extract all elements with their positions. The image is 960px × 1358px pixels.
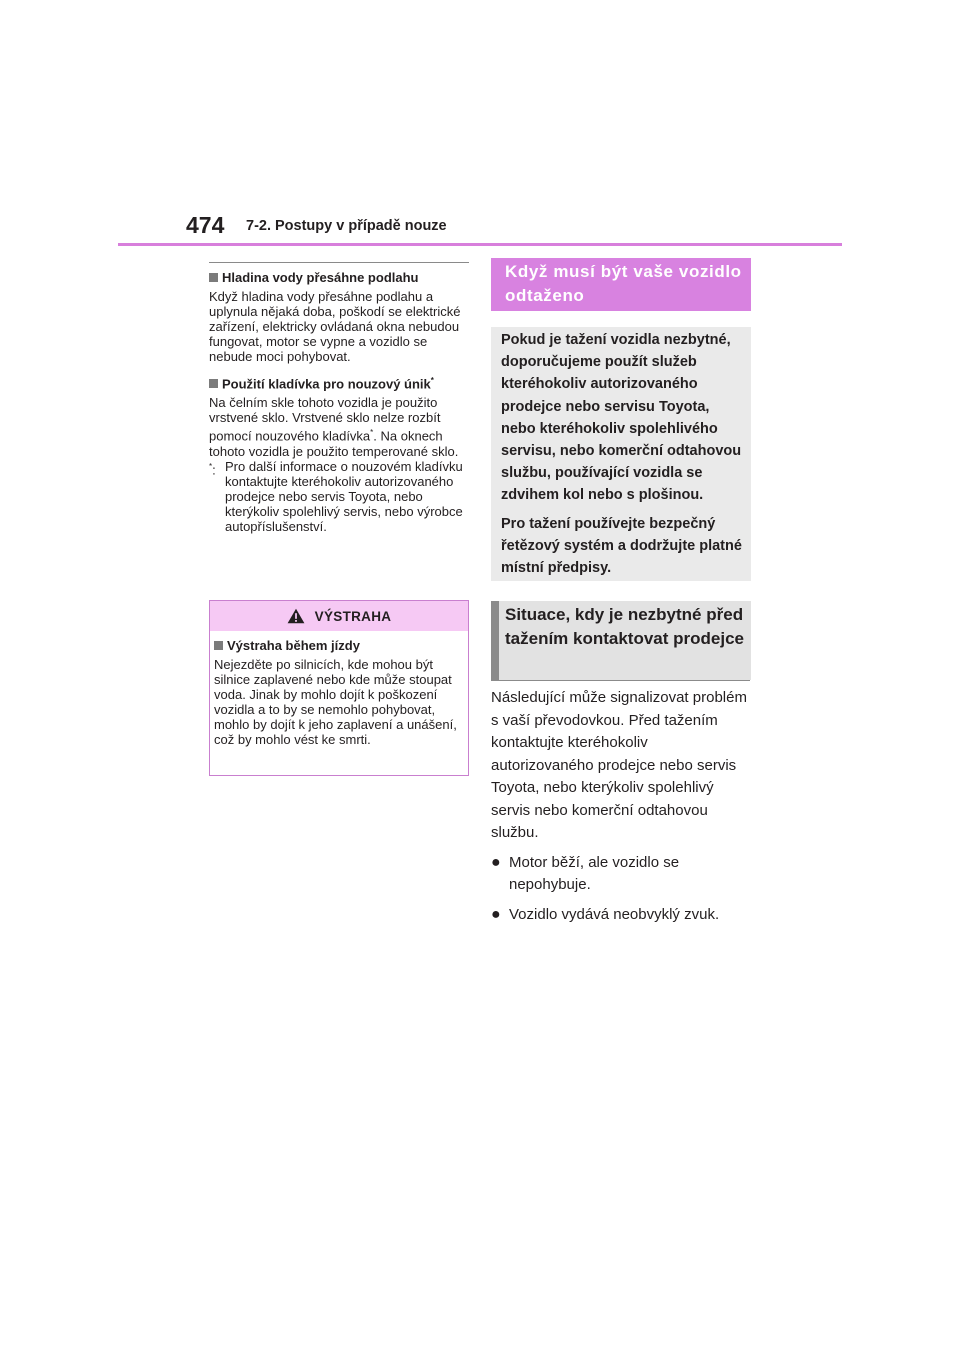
bullet-dot-icon: ● — [491, 853, 501, 871]
hammer-heading — [209, 372, 469, 392]
towing-info-box — [491, 327, 751, 581]
left-column — [209, 262, 469, 534]
footnote-label — [209, 459, 225, 534]
warning-text: Nejezděte po silnicích, kde mohou být silnice zaplavené nebo kde může stoupat voda. Jinak by mohlo dojít k poškození vozidla a to by se nemohlo pohybovat, mohlo by dojít k jeho zaplavení a unášení, což by mohlo vést ke smrti. — [214, 657, 457, 747]
warning-title: VÝSTRAHA — [314, 608, 392, 624]
list-item-text: Motor běží, ale vozidlo se nepohybuje. — [509, 853, 680, 893]
situation-intro: Následující může signalizovat problém s vaší převodovkou. Před tažením kontaktujte kteréhokoliv autorizovaného prodejce nebo servis Toyota, nebo kterýkoliv spolehlivý servis nebo komerční odtahovou službu. — [491, 689, 747, 841]
footnote-text: Pro další informace o nouzovém kladívku kontaktujte kteréhokoliv autorizovaného prodejce nebo servis Toyota, nebo kterýkoliv spolehlivý servis, nebo výrobce autopříslušenství. — [225, 458, 463, 534]
situation-divider — [491, 680, 750, 681]
footnote-colon: : — [212, 461, 216, 477]
towing-paragraph-1: Pokud je tažení vozidla nezbytné, doporučujeme použít služeb kteréhokoliv autorizovaného prodejce nebo servisu Toyota, nebo kteréhokoliv spolehlivého servisu, nebo komerční odtahovou službu, používající vozidla se zdvihem kol nebo s plošinou. — [501, 332, 742, 504]
footnote-mark: * — [370, 428, 374, 438]
section-title: 7-2. Postupy v případě nouze — [246, 218, 447, 234]
water-text: Když hladina vody přesáhne podlahu a uplynula nějaká doba, poškodí se elektrické zařízení, elektricky ovládaná okna nebudou fungovat, motor se vypne a vozidlo se nebude moci pohybovat. — [209, 289, 461, 364]
list-item-text: Vozidlo vydává neobvyklý zvuk. — [509, 905, 720, 923]
footnote-mark: * — [430, 376, 434, 385]
water-heading — [209, 269, 469, 286]
towing-heading: Když musí být vaše vozidlo odtaženo — [491, 258, 751, 311]
water-heading-text: Hladina vody přesáhne podlahu — [222, 270, 419, 285]
header-rule — [118, 243, 842, 246]
warning-body — [210, 631, 468, 747]
warning-triangle-icon — [287, 608, 305, 624]
footnote — [209, 459, 469, 534]
warning-heading — [214, 637, 464, 654]
warning-header — [210, 601, 468, 631]
page-number: 474 — [186, 212, 225, 238]
bullet-dot-icon: ● — [491, 905, 501, 923]
footnote-mark: * — [209, 461, 213, 471]
square-bullet-icon — [209, 273, 218, 282]
hammer-heading-text: Použití kladívka pro nouzový únik — [222, 376, 431, 392]
situation-heading: Situace, kdy je nezbytné před tažením kontaktovat prodejce — [491, 601, 751, 680]
hammer-text — [209, 395, 469, 458]
list-item — [491, 852, 751, 897]
towing-paragraph-2: Pro tažení používejte bezpečný řetězový systém a dodržujte platné místní předpisy. — [501, 515, 742, 577]
square-bullet-icon — [214, 641, 223, 650]
warning-heading-text: Výstraha během jízdy — [227, 638, 360, 653]
section-divider — [209, 262, 469, 263]
hammer-text-part-2: . Na oknech tohoto vozidla je použito temperované sklo. — [209, 428, 459, 459]
square-bullet-icon — [209, 379, 218, 388]
warning-box — [209, 600, 469, 776]
list-item — [491, 904, 751, 927]
situation-body — [491, 687, 751, 926]
hammer-text-part-1: Na čelním skle tohoto vozidla je použito vrstvené sklo. Vrstvené sklo nelze rozbít pomocí nouzového kladívka — [209, 395, 441, 444]
